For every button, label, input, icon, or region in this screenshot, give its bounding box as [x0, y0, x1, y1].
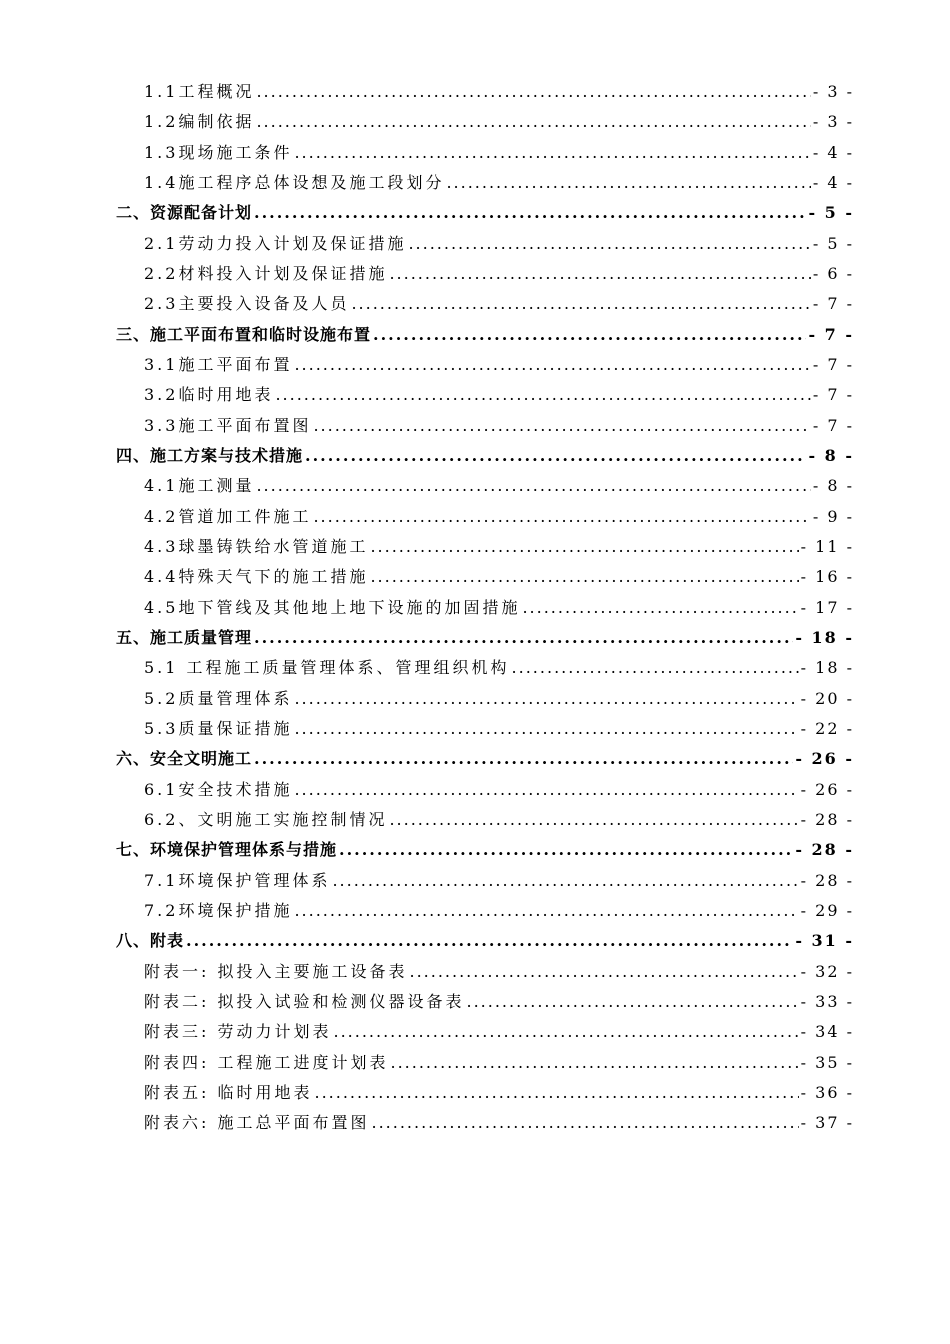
- toc-entry-page-number: - 35 -: [800, 1052, 854, 1072]
- toc-entry-page-number: - 11 -: [800, 536, 854, 556]
- toc-entry-page-number: - 8 -: [812, 476, 854, 496]
- toc-dot-leader: [294, 138, 810, 168]
- toc-entry-page-number: - 9 -: [812, 506, 854, 526]
- toc-dot-leader: [371, 1108, 798, 1138]
- toc-entry-label: 附表一: 拟投入主要施工设备表: [144, 961, 408, 981]
- toc-entry-label: 附表六: 施工总平面布置图: [144, 1113, 370, 1133]
- toc-entry-label: 6.1安全技术措施: [144, 779, 293, 799]
- toc-entry-page-number: - 28 -: [800, 870, 854, 890]
- toc-dot-leader: [409, 957, 798, 987]
- toc-dot-leader: [314, 1078, 798, 1108]
- toc-section-entry[interactable]: [116, 896, 854, 926]
- toc-entry-label: 4.1施工测量: [144, 476, 255, 496]
- toc-dot-leader: [332, 866, 798, 896]
- toc-section-entry[interactable]: [116, 684, 854, 714]
- toc-entry-label: 四、施工方案与技术措施: [116, 445, 304, 465]
- toc-section-entry[interactable]: [116, 562, 854, 592]
- toc-dot-leader: [254, 744, 793, 774]
- toc-dot-leader: [390, 1048, 798, 1078]
- toc-section-entry[interactable]: [116, 502, 854, 532]
- toc-entry-label: 4.5地下管线及其他地上地下设施的加固措施: [144, 597, 521, 617]
- toc-chapter-entry[interactable]: [116, 198, 854, 228]
- toc-dot-leader: [294, 775, 798, 805]
- toc-section-entry[interactable]: [116, 380, 854, 410]
- toc-section-entry[interactable]: [116, 1078, 854, 1108]
- toc-dot-leader: [339, 835, 793, 865]
- toc-section-entry[interactable]: [116, 593, 854, 623]
- toc-section-entry[interactable]: [116, 1108, 854, 1138]
- toc-section-entry[interactable]: [116, 957, 854, 987]
- toc-entry-page-number: - 22 -: [800, 718, 854, 738]
- toc-entry-label: 2.2材料投入计划及保证措施: [144, 263, 388, 283]
- toc-entry-page-number: - 5 -: [812, 233, 854, 253]
- toc-section-entry[interactable]: [116, 168, 854, 198]
- toc-entry-label: 2.3主要投入设备及人员: [144, 294, 350, 314]
- toc-section-entry[interactable]: [116, 289, 854, 319]
- toc-entry-label: 附表三: 劳动力计划表: [144, 1022, 332, 1042]
- toc-dot-leader: [254, 623, 793, 653]
- toc-entry-label: 3.2临时用地表: [144, 385, 274, 405]
- toc-dot-leader: [254, 198, 806, 228]
- toc-entry-label: 5.1 工程施工质量管理体系、管理组织机构: [144, 658, 510, 678]
- toc-dot-leader: [351, 289, 810, 319]
- toc-entry-page-number: - 18 -: [795, 627, 854, 647]
- toc-section-entry[interactable]: [116, 805, 854, 835]
- toc-entry-label: 八、附表: [116, 931, 185, 951]
- toc-section-entry[interactable]: [116, 77, 854, 107]
- toc-section-entry[interactable]: [116, 532, 854, 562]
- toc-dot-leader: [408, 229, 810, 259]
- toc-entry-label: 6.2、文明施工实施控制情况: [144, 809, 388, 829]
- toc-dot-leader: [370, 532, 798, 562]
- toc-entry-label: 5.2质量管理体系: [144, 688, 293, 708]
- toc-entry-label: 附表四: 工程施工进度计划表: [144, 1052, 389, 1072]
- toc-dot-leader: [275, 380, 810, 410]
- toc-section-entry[interactable]: [116, 1048, 854, 1078]
- toc-entry-page-number: - 8 -: [808, 445, 854, 465]
- toc-dot-leader: [256, 107, 810, 137]
- toc-entry-page-number: - 7 -: [812, 415, 854, 435]
- toc-dot-leader: [186, 926, 793, 956]
- toc-entry-page-number: - 26 -: [800, 779, 854, 799]
- toc-dot-leader: [446, 168, 810, 198]
- toc-entry-page-number: - 36 -: [800, 1082, 854, 1102]
- toc-dot-leader: [294, 714, 798, 744]
- toc-dot-leader: [370, 562, 798, 592]
- toc-entry-page-number: - 7 -: [812, 385, 854, 405]
- toc-entry-page-number: - 28 -: [795, 840, 854, 860]
- toc-chapter-entry[interactable]: [116, 744, 854, 774]
- toc-dot-leader: [305, 441, 806, 471]
- toc-section-entry[interactable]: [116, 775, 854, 805]
- toc-section-entry[interactable]: [116, 107, 854, 137]
- toc-entry-page-number: - 7 -: [808, 324, 854, 344]
- toc-entry-page-number: - 31 -: [795, 931, 854, 951]
- toc-entry-page-number: - 26 -: [795, 749, 854, 769]
- toc-entry-label: 3.3施工平面布置图: [144, 415, 312, 435]
- toc-dot-leader: [333, 1017, 798, 1047]
- toc-chapter-entry[interactable]: [116, 623, 854, 653]
- toc-entry-page-number: - 4 -: [812, 142, 854, 162]
- toc-entry-label: 三、施工平面布置和临时设施布置: [116, 324, 372, 344]
- toc-entry-label: 附表五: 临时用地表: [144, 1082, 313, 1102]
- toc-entry-label: 7.2环境保护措施: [144, 900, 293, 920]
- toc-entry-page-number: - 7 -: [812, 294, 854, 314]
- toc-entry-page-number: - 33 -: [800, 991, 854, 1011]
- toc-section-entry[interactable]: [116, 714, 854, 744]
- toc-dot-leader: [294, 684, 798, 714]
- toc-chapter-entry[interactable]: [116, 926, 854, 956]
- toc-entry-label: 7.1环境保护管理体系: [144, 870, 331, 890]
- table-of-contents: [116, 77, 854, 1138]
- toc-dot-leader: [389, 805, 798, 835]
- toc-entry-label: 五、施工质量管理: [116, 627, 253, 647]
- toc-section-entry[interactable]: [116, 1017, 854, 1047]
- toc-section-entry[interactable]: [116, 987, 854, 1017]
- toc-entry-label: 附表二: 拟投入试验和检测仪器设备表: [144, 991, 465, 1011]
- toc-entry-page-number: - 17 -: [800, 597, 854, 617]
- toc-entry-page-number: - 29 -: [800, 900, 854, 920]
- toc-entry-label: 2.1劳动力投入计划及保证措施: [144, 233, 407, 253]
- toc-section-entry[interactable]: [116, 138, 854, 168]
- toc-entry-page-number: - 16 -: [800, 567, 854, 587]
- toc-dot-leader: [294, 350, 810, 380]
- toc-dot-leader: [256, 471, 810, 501]
- toc-entry-label: 1.4施工程序总体设想及施工段划分: [144, 172, 445, 192]
- toc-section-entry[interactable]: [116, 411, 854, 441]
- toc-entry-page-number: - 34 -: [800, 1022, 854, 1042]
- toc-entry-label: 二、资源配备计划: [116, 203, 253, 223]
- toc-dot-leader: [522, 593, 798, 623]
- toc-dot-leader: [313, 502, 810, 532]
- toc-section-entry[interactable]: [116, 259, 854, 289]
- toc-entry-page-number: - 3 -: [812, 82, 854, 101]
- toc-entry-label: 六、安全文明施工: [116, 749, 253, 769]
- toc-section-entry[interactable]: [116, 653, 854, 683]
- toc-entry-page-number: - 3 -: [812, 112, 854, 132]
- toc-section-entry[interactable]: [116, 866, 854, 896]
- toc-entry-label: 5.3质量保证措施: [144, 718, 293, 738]
- toc-dot-leader: [512, 653, 799, 683]
- toc-entry-page-number: - 28 -: [800, 809, 854, 829]
- toc-dot-leader: [313, 411, 810, 441]
- toc-dot-leader: [256, 77, 810, 107]
- toc-entry-label: 4.2管道加工件施工: [144, 506, 312, 526]
- toc-dot-leader: [389, 259, 810, 289]
- toc-dot-leader: [294, 896, 798, 926]
- toc-section-entry[interactable]: [116, 350, 854, 380]
- toc-entry-label: 1.2编制依据: [144, 112, 255, 132]
- toc-entry-label: 4.4特殊天气下的施工措施: [144, 567, 369, 587]
- toc-entry-page-number: - 7 -: [812, 354, 854, 374]
- toc-entry-page-number: - 37 -: [800, 1113, 854, 1133]
- toc-chapter-entry[interactable]: [116, 835, 854, 865]
- toc-entry-page-number: - 5 -: [808, 203, 854, 223]
- toc-section-entry[interactable]: [116, 229, 854, 259]
- toc-entry-label: 1.3现场施工条件: [144, 142, 293, 162]
- toc-entry-label: 七、环境保护管理体系与措施: [116, 840, 338, 860]
- toc-chapter-entry[interactable]: [116, 320, 854, 350]
- toc-dot-leader: [373, 320, 806, 350]
- toc-entry-label: 4.3球墨铸铁给水管道施工: [144, 536, 369, 556]
- toc-entry-label: 3.1施工平面布置: [144, 354, 293, 374]
- toc-section-entry[interactable]: [116, 471, 854, 501]
- toc-entry-label: 1.1工程概况: [144, 82, 255, 101]
- toc-dot-leader: [466, 987, 798, 1017]
- toc-entry-page-number: - 18 -: [800, 658, 854, 678]
- toc-entry-page-number: - 6 -: [812, 263, 854, 283]
- toc-chapter-entry[interactable]: [116, 441, 854, 471]
- toc-entry-page-number: - 4 -: [812, 172, 854, 192]
- toc-entry-page-number: - 20 -: [800, 688, 854, 708]
- toc-entry-page-number: - 32 -: [800, 961, 854, 981]
